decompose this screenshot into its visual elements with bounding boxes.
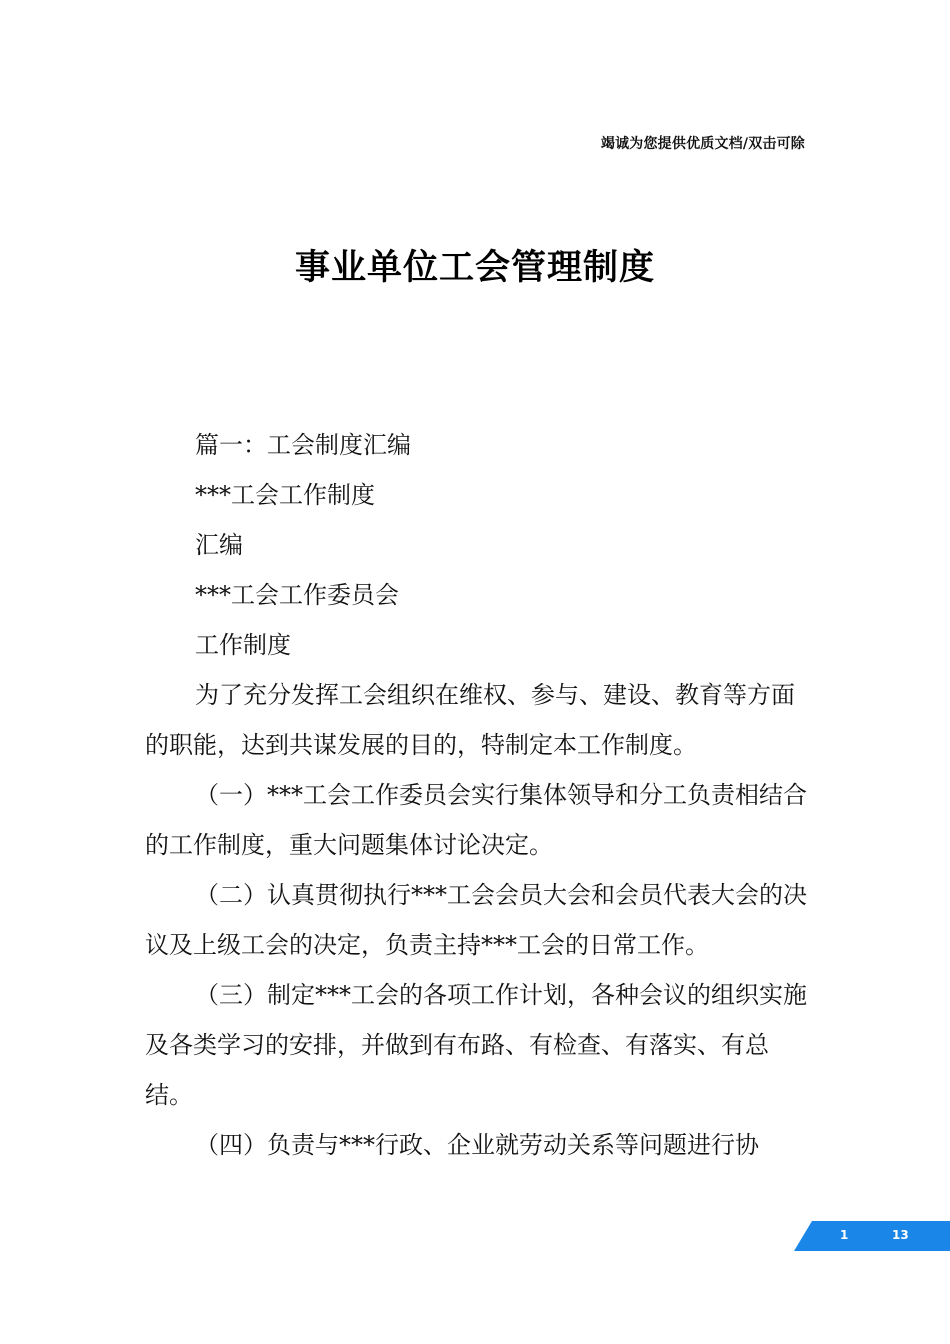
body-paragraph: （三）制定***工会的各项工作计划，各种会议的组织实施及各类学习的安排，并做到有布路、有检查、有落实、有总结。 (145, 981, 807, 1109)
body-paragraph: （四）负责与***行政、企业就劳动关系等问题进行协 (195, 1131, 759, 1159)
body-paragraph: 为了充分发挥工会组织在维权、参与、建设、教育等方面的职能，达到共谋发展的目的，特制定本工作制度。 (145, 681, 795, 759)
body-line: ***工会工作委员会 (195, 581, 399, 609)
header-note: 竭诚为您提供优质文档/双击可除 (600, 136, 805, 152)
page-indicator (794, 1221, 950, 1251)
body-line: 工作制度 (195, 631, 291, 659)
body-line: 汇编 (195, 531, 243, 559)
body-line: 篇一：工会制度汇编 (195, 431, 411, 459)
document-title: 事业单位工会管理制度 (294, 248, 655, 288)
body-line: ***工会工作制度 (195, 481, 375, 509)
body-paragraph: （一）***工会工作委员会实行集体领导和分工负责相结合的工作制度，重大问题集体讨论决定。 (145, 781, 807, 859)
body-paragraph: （二）认真贯彻执行***工会会员大会和会员代表大会的决议及上级工会的决定，负责主持***工会的日常工作。 (145, 881, 807, 959)
page-indicator-background (794, 1221, 950, 1251)
page-current: 1 (840, 1228, 849, 1242)
page-total: 13 (892, 1228, 909, 1242)
document-body (145, 420, 810, 1170)
